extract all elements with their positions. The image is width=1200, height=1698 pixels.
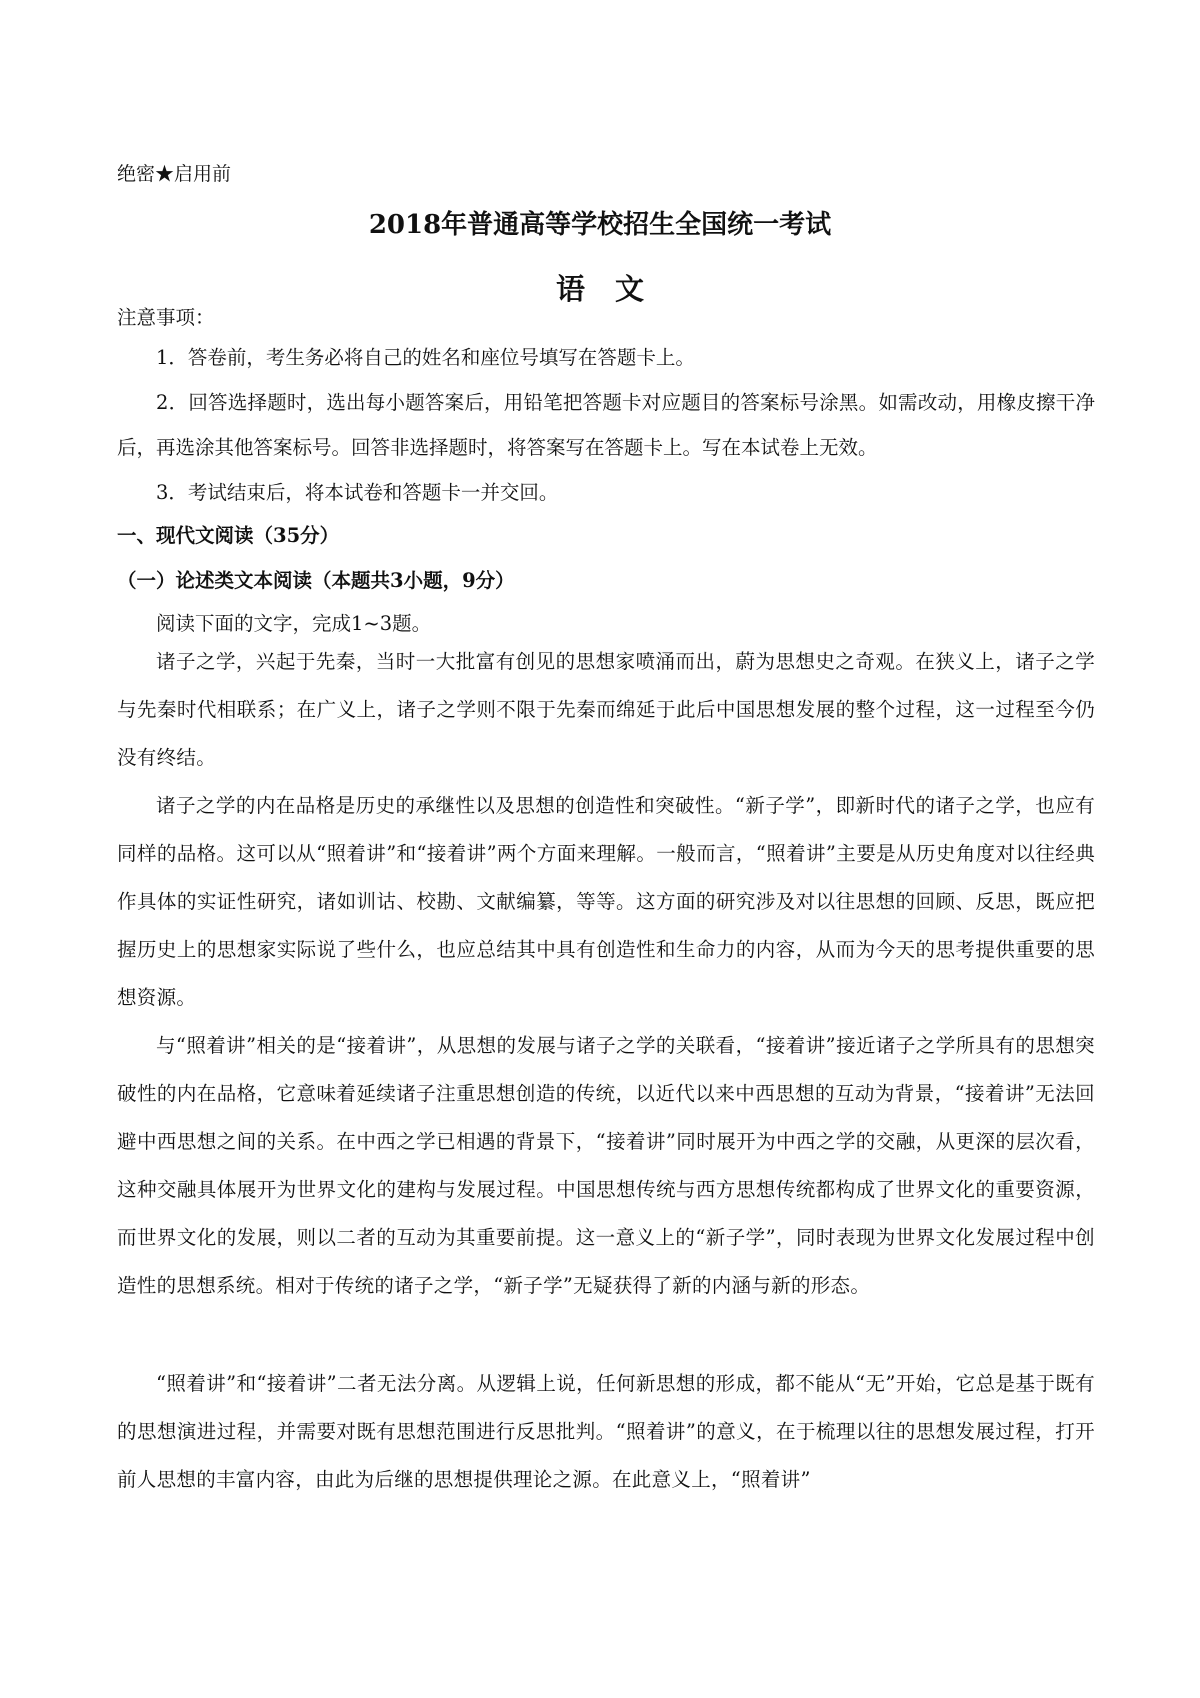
passage-paragraph-4: “照着讲”和“接着讲”二者无法分离。从逻辑上说，任何新思想的形成，都不能从“无”开始，它总是基于既有的思想演进过程，并需要对既有思想范围进行反思批判。“照着讲”的意义，在于梳理以往的思想发展过程，打开前人思想的丰富内容，由此为后继的思想提供理论之源。在此意义上，“照着讲” <box>117 1372 1095 1491</box>
secret-mark: 绝密★启用前 <box>117 163 232 185</box>
notice-item-2: 2．回答选择题时，选出每小题答案后，用铅笔把答题卡对应题目的答案标号涂黑。如需改动，用橡皮擦干净后，再选涂其他答案标号。回答非选择题时，将答案写在答题卡上。写在本试卷上无效。 <box>117 391 1095 459</box>
subject-title: 语文 <box>555 272 674 306</box>
notice-item-3: 3．考试结束后，将本试卷和答题卡一并交回。 <box>156 481 559 504</box>
passage-paragraph-3: 与“照着讲”相关的是“接着讲”，从思想的发展与诸子之学的关联看，“接着讲”接近诸子之学所具有的思想突破性的内在品格，它意味着延续诸子注重思想创造的传统，以近代以来中西思想的互动为背景，“接着讲”无法回避中西思想之间的关系。在中西之学已相遇的背景下，“接着讲”同时展开为中西之学的交融，从更深的层次看，这种交融具体展开为世界文化的建构与发展过程。中国思想传统与西方思想传统都构成了世界文化的重要资源，而世界文化的发展，则以二者的互动为其重要前提。这一意义上的“新子学”，同时表现为世界文化发展过程中创造性的思想系统。相对于传统的诸子之学，“新子学”无疑获得了新的内涵与新的形态。 <box>117 1034 1095 1297</box>
notice-heading: 注意事项： <box>117 306 215 329</box>
passage-paragraph-2: 诸子之学的内在品格是历史的承继性以及思想的创造性和突破性。“新子学”，即新时代的诸子之学，也应有同样的品格。这可以从“照着讲”和“接着讲”两个方面来理解。一般而言，“照着讲”主要是从历史角度对以往经典作具体的实证性研究，诸如训诂、校勘、文献编纂，等等。这方面的研究涉及对以往思想的回顾、反思，既应把握历史上的思想家实际说了些什么，也应总结其中具有创造性和生命力的内容，从而为今天的思考提供重要的思想资源。 <box>117 794 1095 1009</box>
notice-item-1: 1．答卷前，考生务必将自己的姓名和座位号填写在答题卡上。 <box>156 346 695 369</box>
section-heading: 一、现代文阅读（35分） <box>117 524 340 547</box>
section-instruction: 阅读下面的文字，完成1~3题。 <box>156 612 432 635</box>
passage-paragraph-1: 诸子之学，兴起于先秦，当时一大批富有创见的思想家喷涌而出，蔚为思想史之奇观。在狭义上，诸子之学与先秦时代相联系；在广义上，诸子之学则不限于先秦而绵延于此后中国思想发展的整个过程，这一过程至今仍没有终结。 <box>117 650 1095 769</box>
exam-title: 2018年普通高等学校招生全国统一考试 <box>368 210 832 240</box>
section-subheading: （一）论述类文本阅读（本题共3小题，9分） <box>117 569 515 592</box>
